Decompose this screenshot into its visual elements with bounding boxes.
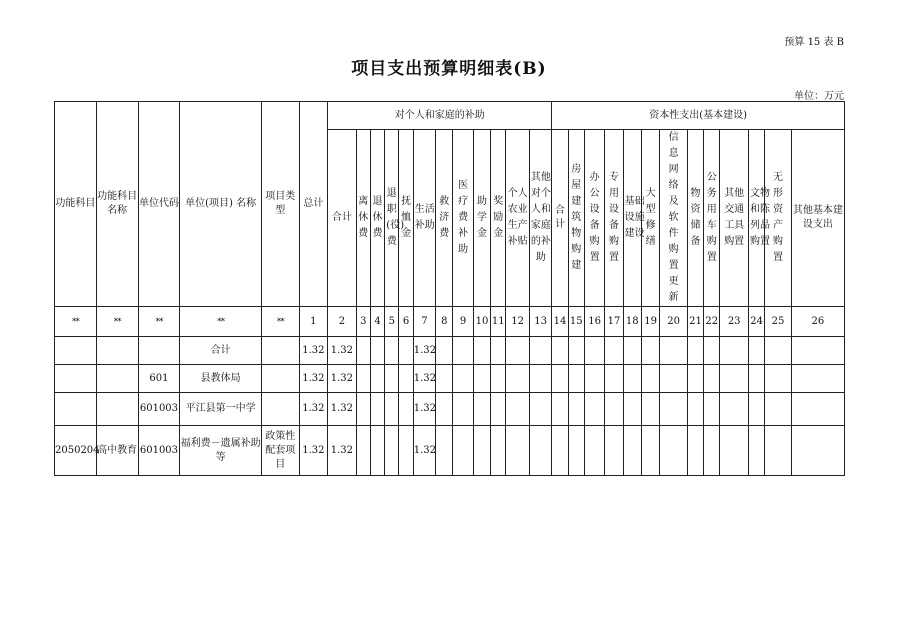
subheader-label: 大型修缮 <box>645 188 656 247</box>
index-cell: 7 <box>413 307 435 337</box>
cell-empty <box>473 393 490 426</box>
cell-empty <box>605 426 623 476</box>
cell-empty <box>641 365 659 393</box>
index-cell: 24 <box>748 307 764 337</box>
index-cell: 25 <box>765 307 791 337</box>
subheader-cell <box>399 130 413 307</box>
cell-empty <box>552 365 568 393</box>
cell-empty <box>623 337 641 365</box>
col-unit-name: 单位(项目) 名称 <box>180 102 262 307</box>
subheader-cell <box>660 130 688 307</box>
cell-func-code <box>55 393 97 426</box>
index-cell: 2 <box>328 307 357 337</box>
cell-empty <box>356 337 370 365</box>
subheader-label: 其他交通工具购置 <box>724 188 745 247</box>
index-cell: ** <box>180 307 262 337</box>
index-cell: 14 <box>552 307 568 337</box>
col-total: 总计 <box>299 102 328 307</box>
cell-total: 1.32 <box>299 365 328 393</box>
cell-empty <box>552 337 568 365</box>
cell-unit-name: 福利费－遗属补助等 <box>180 426 262 476</box>
cell-unit-name: 县教体局 <box>180 365 262 393</box>
cell-empty <box>529 426 551 476</box>
subheader-label: 退职(役)费 <box>386 188 405 247</box>
index-row <box>55 307 845 337</box>
cell-total: 1.32 <box>299 393 328 426</box>
cell-empty <box>491 337 506 365</box>
subheader-cell: 合计 <box>552 130 568 307</box>
index-cell: 16 <box>584 307 604 337</box>
cell-empty <box>473 365 490 393</box>
cell-empty <box>623 365 641 393</box>
index-cell: 6 <box>399 307 413 337</box>
subheader-label: 医疗费补助 <box>458 180 469 255</box>
subheader-cell <box>605 130 623 307</box>
subheader-cell <box>473 130 490 307</box>
index-cell: 18 <box>623 307 641 337</box>
cell-project-type <box>261 337 299 365</box>
index-cell: 17 <box>605 307 623 337</box>
subheader-cell <box>370 130 384 307</box>
cell-empty <box>529 337 551 365</box>
subheader-label: 抚恤金 <box>401 196 412 239</box>
index-cell: 23 <box>720 307 749 337</box>
cell-empty <box>491 365 506 393</box>
subheader-cell <box>584 130 604 307</box>
subheader-label: 房屋建筑物购建 <box>571 164 582 271</box>
subheader-cell <box>687 130 703 307</box>
cell-project-type <box>261 393 299 426</box>
cell-empty <box>765 393 791 426</box>
index-cell: ** <box>96 307 138 337</box>
cell-unit-code: 601 <box>138 365 180 393</box>
cell-empty <box>506 337 529 365</box>
subheader-cell <box>641 130 659 307</box>
cell-empty <box>453 426 473 476</box>
subheader-cell <box>623 130 645 307</box>
cell-empty <box>385 393 399 426</box>
cell-empty <box>765 337 791 365</box>
index-cell: 19 <box>641 307 659 337</box>
cell-empty <box>791 337 844 365</box>
index-cell: 21 <box>687 307 703 337</box>
cell-empty <box>453 365 473 393</box>
col-project-type: 项目类型 <box>261 102 299 307</box>
index-cell: 12 <box>506 307 529 337</box>
cell-empty <box>720 393 749 426</box>
cell-personal-total: 1.32 <box>328 365 357 393</box>
cell-func-name <box>96 337 138 365</box>
cell-empty <box>704 365 720 393</box>
index-cell: ** <box>261 307 299 337</box>
cell-project-type <box>261 365 299 393</box>
cell-empty <box>385 365 399 393</box>
table-row <box>55 365 845 393</box>
cell-empty <box>385 337 399 365</box>
cell-empty <box>473 426 490 476</box>
cell-func-name: 高中教育 <box>96 426 138 476</box>
subheader-cell <box>491 130 506 307</box>
cell-empty <box>399 426 413 476</box>
unit-label: 单位：万元 <box>794 91 844 102</box>
cell-empty <box>584 365 604 393</box>
col-func-code: 功能科目 <box>55 102 97 307</box>
cell-empty <box>370 337 384 365</box>
cell-personal-total: 1.32 <box>328 393 357 426</box>
cell-empty <box>623 393 641 426</box>
subheader-cell: 合计 <box>328 130 357 307</box>
cell-empty <box>399 365 413 393</box>
cell-empty <box>370 393 384 426</box>
cell-empty <box>687 337 703 365</box>
cell-empty <box>584 393 604 426</box>
cell-empty <box>704 393 720 426</box>
subheader-cell <box>506 130 529 307</box>
subheader-label: 奖励金 <box>493 196 504 239</box>
cell-unit-name: 平江县第一中学 <box>180 393 262 426</box>
subheader-label: 生活补助 <box>414 204 435 231</box>
cell-empty <box>765 365 791 393</box>
header-row-group <box>55 102 845 130</box>
table-row <box>55 337 845 365</box>
cell-empty <box>660 393 688 426</box>
cell-empty <box>356 426 370 476</box>
cell-empty <box>704 337 720 365</box>
cell-empty <box>356 365 370 393</box>
table-row <box>55 393 845 426</box>
cell-empty <box>552 426 568 476</box>
cell-empty <box>623 426 641 476</box>
cell-empty <box>748 393 764 426</box>
cell-unit-name: 合计 <box>180 337 262 365</box>
subheader-label: 助学金 <box>476 196 487 239</box>
cell-empty <box>748 365 764 393</box>
index-cell: 9 <box>453 307 473 337</box>
cell-empty <box>370 426 384 476</box>
subheader-label: 办公设备购置 <box>589 172 600 263</box>
cell-empty <box>568 337 584 365</box>
cell-total: 1.32 <box>299 337 328 365</box>
cell-empty <box>641 393 659 426</box>
subheader-cell <box>385 130 405 307</box>
cell-empty <box>605 337 623 365</box>
subheader-label: 救济费 <box>439 196 450 239</box>
subheader-label: 其他对个人和家庭的补助 <box>530 172 551 263</box>
cell-empty <box>748 426 764 476</box>
page-title: 项目支出预算明细表(B) <box>351 59 547 79</box>
table-code: 预算 15 表 B <box>784 37 844 48</box>
budget-table <box>54 101 845 476</box>
cell-living-allowance: 1.32 <box>413 337 435 365</box>
cell-living-allowance: 1.32 <box>413 393 435 426</box>
subheader-cell <box>704 130 720 307</box>
cell-empty <box>473 337 490 365</box>
cell-empty <box>687 426 703 476</box>
cell-empty <box>660 365 688 393</box>
subheader-label: 退休费 <box>372 196 383 239</box>
cell-empty <box>605 393 623 426</box>
cell-empty <box>453 337 473 365</box>
cell-empty <box>660 426 688 476</box>
col-func-name: 功能科目名称 <box>96 102 138 307</box>
cell-empty <box>356 393 370 426</box>
cell-personal-total: 1.32 <box>328 337 357 365</box>
cell-empty <box>529 365 551 393</box>
subheader-cell: 其他基本建设支出 <box>791 130 844 307</box>
cell-empty <box>568 365 584 393</box>
index-cell: 10 <box>473 307 490 337</box>
cell-empty <box>506 426 529 476</box>
subheader-label: 个人农业生产补贴 <box>507 188 528 247</box>
cell-func-code <box>55 365 97 393</box>
cell-func-name <box>96 393 138 426</box>
cell-empty <box>552 393 568 426</box>
cell-empty <box>568 393 584 426</box>
index-cell: 15 <box>568 307 584 337</box>
cell-project-type: 政策性配套项目 <box>261 426 299 476</box>
subheader-cell <box>453 130 473 307</box>
cell-empty <box>399 393 413 426</box>
index-cell: 8 <box>436 307 453 337</box>
index-cell: 5 <box>385 307 399 337</box>
subheader-cell <box>356 130 370 307</box>
index-cell: 26 <box>791 307 844 337</box>
subheader-cell <box>748 130 770 307</box>
cell-empty <box>687 393 703 426</box>
cell-empty <box>584 337 604 365</box>
subheader-cell <box>720 130 749 307</box>
index-cell: 1 <box>299 307 328 337</box>
cell-empty <box>687 365 703 393</box>
cell-empty <box>491 393 506 426</box>
cell-empty <box>641 426 659 476</box>
cell-empty <box>568 426 584 476</box>
group-capital-header: 资本性支出(基本建设) <box>552 102 845 130</box>
index-cell: 11 <box>491 307 506 337</box>
cell-total: 1.32 <box>299 426 328 476</box>
index-cell: 13 <box>529 307 551 337</box>
index-cell: 3 <box>356 307 370 337</box>
index-cell: 22 <box>704 307 720 337</box>
index-cell: 4 <box>370 307 384 337</box>
cell-unit-code <box>138 337 180 365</box>
cell-empty <box>720 426 749 476</box>
cell-func-code: 2050204 <box>55 426 97 476</box>
subheader-cell <box>529 130 551 307</box>
cell-living-allowance: 1.32 <box>413 426 435 476</box>
cell-empty <box>399 337 413 365</box>
cell-func-code <box>55 337 97 365</box>
index-cell: ** <box>138 307 180 337</box>
subheader-label: 无形资产购置 <box>772 172 783 263</box>
cell-unit-code: 601003 <box>138 426 180 476</box>
cell-empty <box>453 393 473 426</box>
cell-empty <box>791 365 844 393</box>
cell-empty <box>436 365 453 393</box>
cell-empty <box>791 426 844 476</box>
cell-empty <box>791 393 844 426</box>
cell-empty <box>720 365 749 393</box>
subheader-label: 信息网络及软件购置更新 <box>668 132 679 303</box>
cell-unit-code: 601003 <box>138 393 180 426</box>
subheader-cell <box>413 130 435 307</box>
cell-empty <box>704 426 720 476</box>
cell-empty <box>506 365 529 393</box>
subheader-cell <box>568 130 584 307</box>
index-cell: 20 <box>660 307 688 337</box>
cell-empty <box>436 426 453 476</box>
cell-empty <box>584 426 604 476</box>
subheader-label: 物资储备 <box>690 188 701 247</box>
subheader-label: 文物和陈列品购置 <box>749 188 770 247</box>
cell-empty <box>436 393 453 426</box>
cell-empty <box>720 337 749 365</box>
cell-empty <box>605 365 623 393</box>
cell-empty <box>491 426 506 476</box>
cell-empty <box>765 426 791 476</box>
subheader-cell <box>436 130 453 307</box>
cell-empty <box>529 393 551 426</box>
cell-func-name <box>96 365 138 393</box>
col-unit-code: 单位代码 <box>138 102 180 307</box>
subheader-label: 基础设施建设 <box>624 196 645 239</box>
cell-empty <box>660 337 688 365</box>
cell-empty <box>436 337 453 365</box>
cell-empty <box>385 426 399 476</box>
cell-personal-total: 1.32 <box>328 426 357 476</box>
cell-empty <box>506 393 529 426</box>
subheader-label: 专用设备购置 <box>608 172 619 263</box>
index-cell: ** <box>55 307 97 337</box>
cell-empty <box>641 337 659 365</box>
subheader-label: 离休费 <box>358 196 369 239</box>
cell-empty <box>748 337 764 365</box>
group-personal-header: 对个人和家庭的补助 <box>328 102 552 130</box>
subheader-label: 公务用车购置 <box>706 172 717 263</box>
cell-living-allowance: 1.32 <box>413 365 435 393</box>
table-row <box>55 426 845 476</box>
cell-empty <box>370 365 384 393</box>
